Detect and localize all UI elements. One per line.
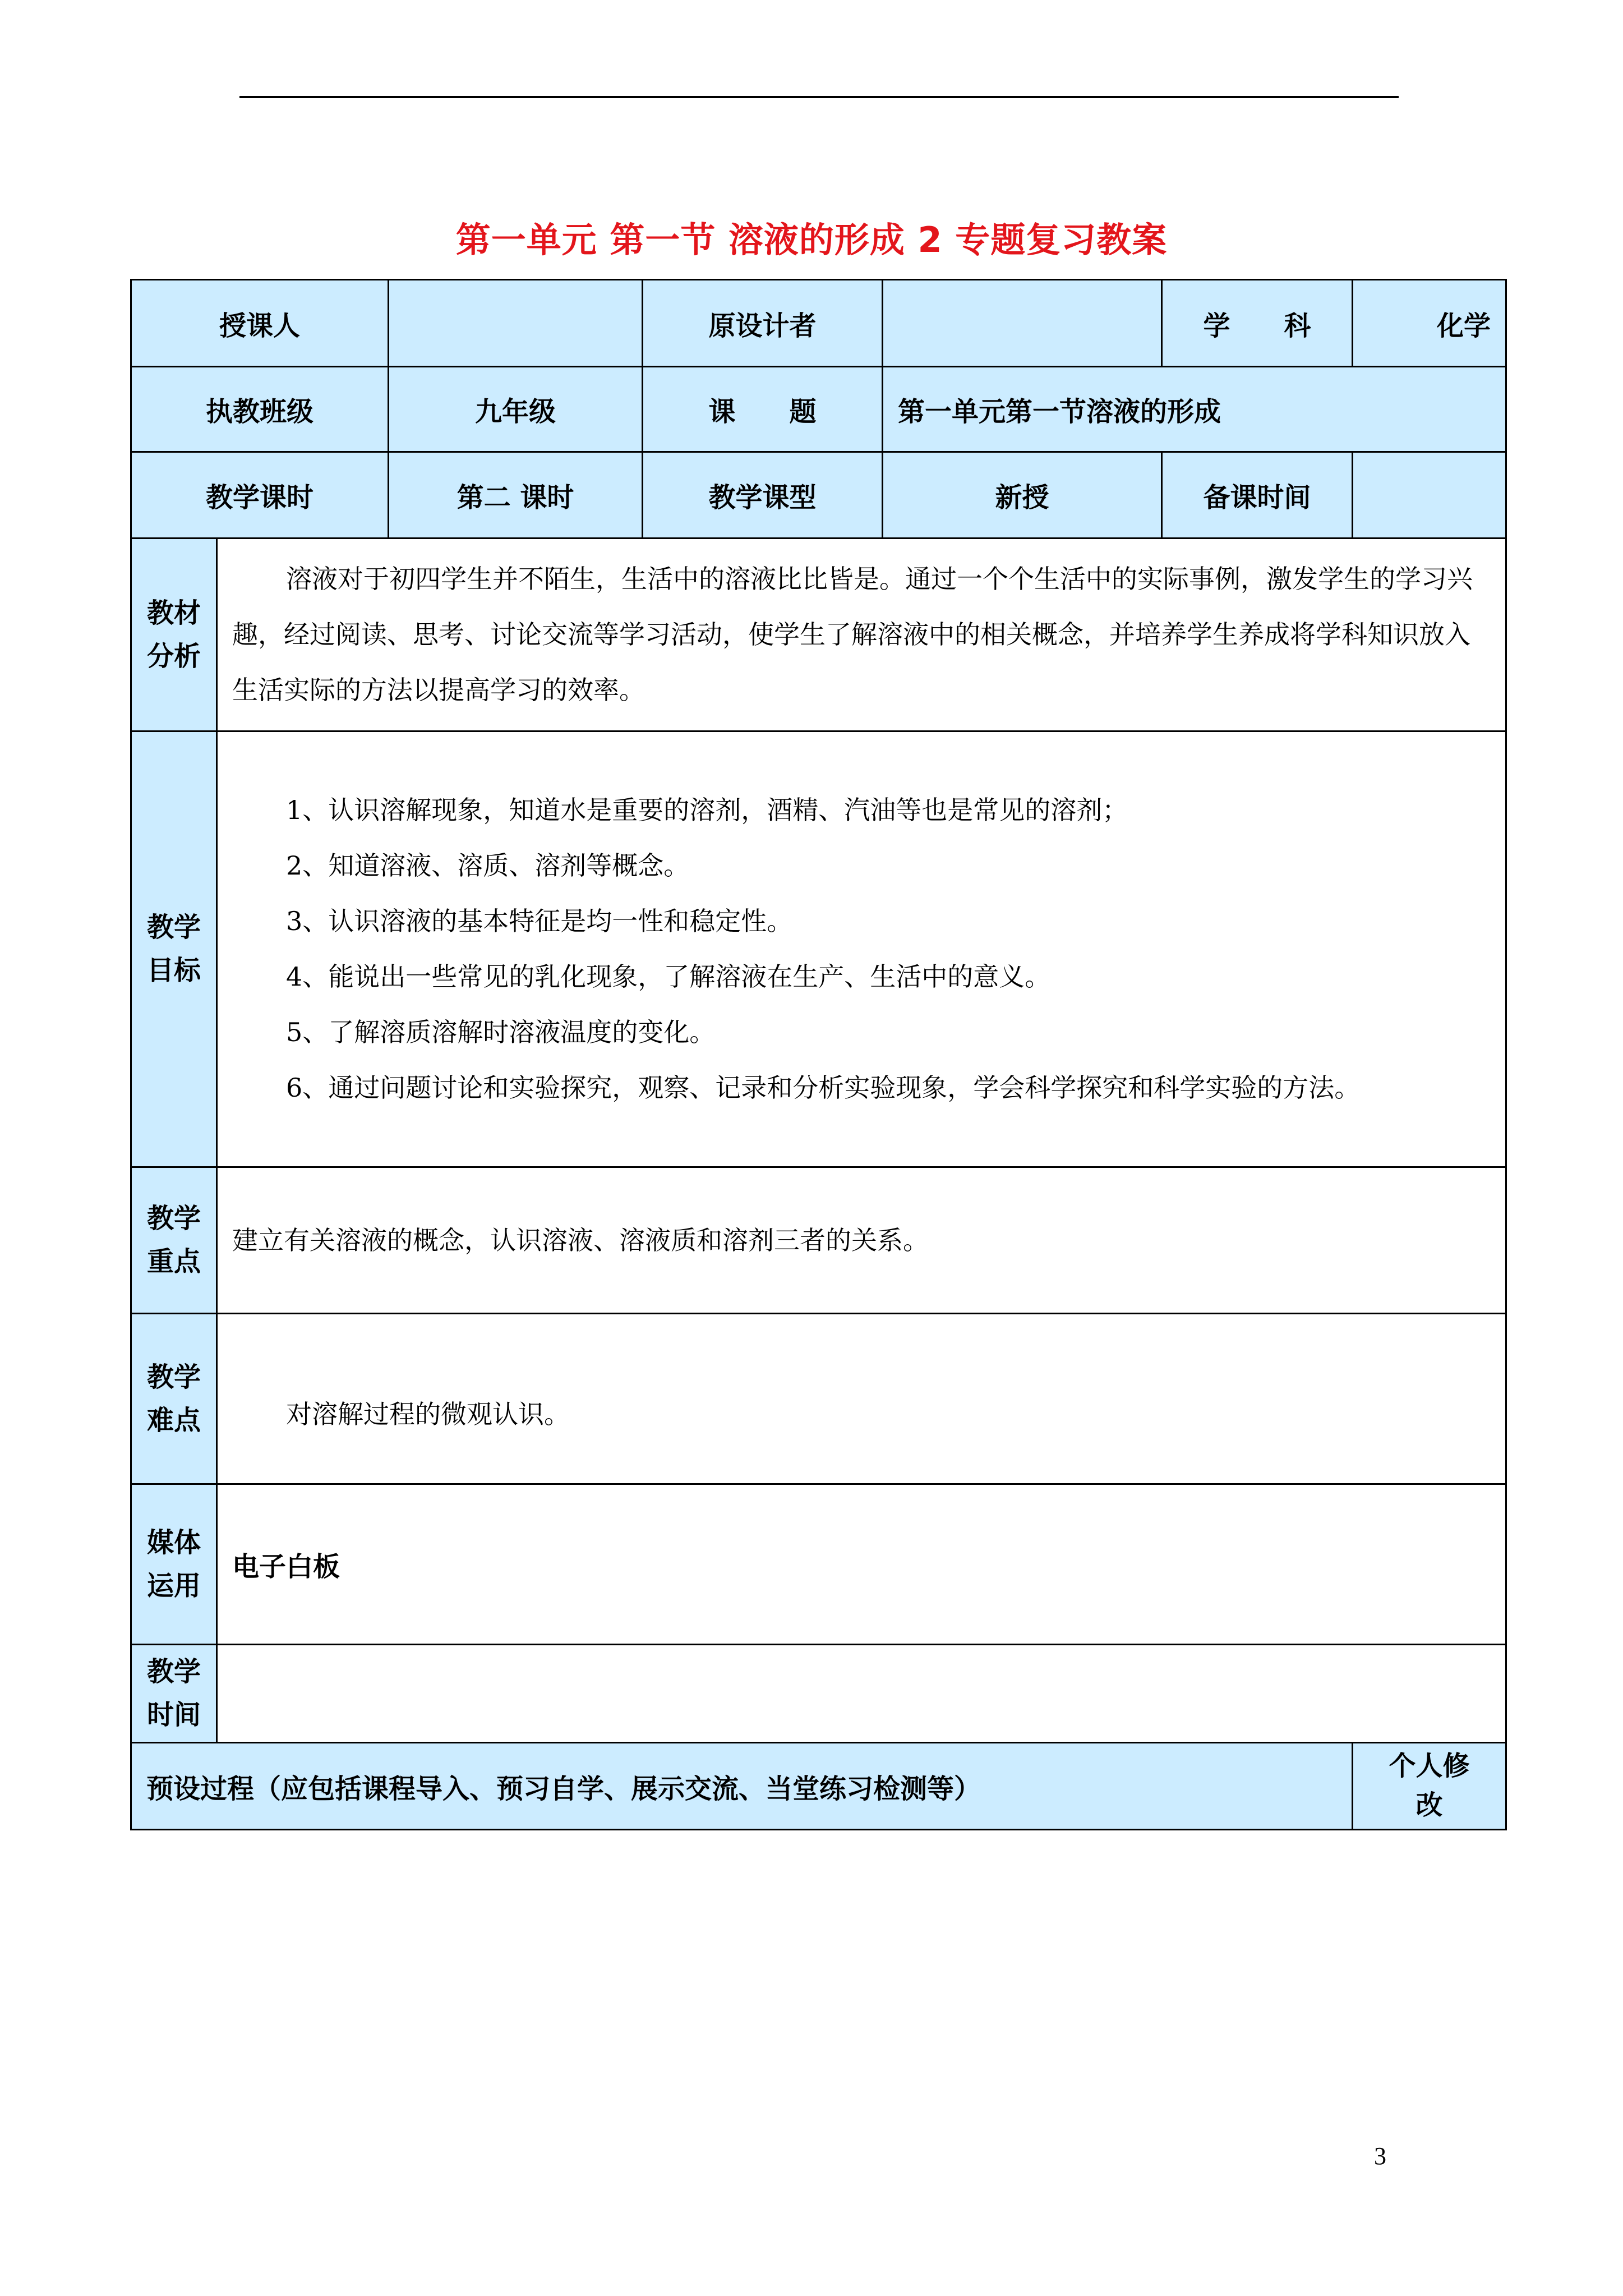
key-points-content: [217, 1167, 1506, 1314]
type-value: 新授: [883, 452, 1162, 539]
row-difficulties: [131, 1314, 1506, 1484]
time-label: 教学时间: [131, 1645, 217, 1743]
designer-label: 原设计者: [643, 280, 883, 367]
row-process: [131, 1743, 1506, 1830]
subject-label: 学 科: [1162, 280, 1353, 367]
media-label: 媒体运用: [131, 1484, 217, 1645]
goal-item: 3、认识溶液的基本特征是均一性和稳定性。: [286, 906, 793, 936]
key-points-label: [131, 1167, 217, 1314]
teacher-value: [389, 280, 643, 367]
period-label: 教学课时: [131, 452, 389, 539]
analysis-label-line1: 教材: [146, 597, 201, 629]
personal-edit-line1: 个人修: [1389, 1750, 1470, 1782]
difficulties-label-line1: 教学: [146, 1361, 201, 1393]
header-rule: [239, 96, 1399, 98]
period-value: 第二 课时: [389, 452, 643, 539]
media-content: 电子白板: [217, 1484, 1506, 1645]
goals-label-line1: 教学: [146, 912, 201, 944]
prep-value: [1353, 452, 1506, 539]
designer-value: [883, 280, 1162, 367]
personal-edit-line2: 改: [1415, 1789, 1443, 1821]
analysis-label-line2: 分析: [146, 640, 201, 672]
personal-edit-label: [1353, 1743, 1506, 1830]
row-class: [131, 367, 1506, 452]
goals-label-line2: 目标: [146, 955, 201, 986]
row-key-points: [131, 1167, 1506, 1314]
row-time: [131, 1645, 1506, 1743]
class-value: 九年级: [389, 367, 643, 452]
topic-label: 课 题: [643, 367, 883, 452]
time-content: [217, 1645, 1506, 1743]
row-period: [131, 452, 1506, 539]
type-label: 教学课型: [643, 452, 883, 539]
key-points-label-line2: 重点: [146, 1246, 201, 1277]
teacher-label: 授课人: [131, 280, 389, 367]
difficulties-content: [217, 1314, 1506, 1484]
difficulties-label-line2: 难点: [146, 1404, 201, 1436]
goals-label: [131, 731, 217, 1167]
row-analysis: [131, 539, 1506, 731]
key-points-label-line1: 教学: [146, 1203, 201, 1235]
analysis-content: [217, 539, 1506, 731]
difficulties-label: [131, 1314, 217, 1484]
row-goals: [131, 731, 1506, 1167]
key-points-text: 建立有关溶液的概念，认识溶液、溶液质和溶剂三者的关系。: [232, 1225, 929, 1255]
goals-content: [217, 731, 1506, 1167]
row-teacher: [131, 280, 1506, 367]
subject-value: 化学: [1353, 280, 1506, 367]
analysis-text: 溶液对于初四学生并不陌生，生活中的溶液比比皆是。通过一个个生活中的实际事例，激发学生的学习兴趣，经过阅读、思考、讨论交流等学习活动，使学生了解溶液中的相关概念，并培养学生养成将学科知识放入生活实际的方法以提高学习的效率。: [232, 564, 1473, 705]
topic-value: 第一单元第一节溶液的形成: [883, 367, 1506, 452]
goal-item: 2、知道溶液、溶质、溶剂等概念。: [286, 850, 690, 881]
analysis-label: [131, 539, 217, 731]
difficulties-text: 对溶解过程的微观认识。: [286, 1398, 570, 1429]
row-media: [131, 1484, 1506, 1645]
goal-item: 4、能说出一些常见的乳化现象，了解溶液在生产、生活中的意义。: [286, 961, 1051, 992]
lesson-plan-table: [130, 279, 1507, 1830]
page-number: 3: [1374, 2142, 1386, 2170]
goal-item: 6、通过问题讨论和实验探究，观察、记录和分析实验现象，学会科学探究和科学实验的方法。: [286, 1073, 1361, 1103]
goal-item: 5、了解溶质溶解时溶液温度的变化。: [286, 1017, 716, 1047]
class-label: 执教班级: [131, 367, 389, 452]
document-title: 第一单元 第一节 溶液的形成 2 专题复习教案: [455, 219, 1168, 260]
process-label: 预设过程（应包括课程导入、预习自学、展示交流、当堂练习检测等）: [131, 1743, 1353, 1830]
goal-item: 1、认识溶解现象，知道水是重要的溶剂，酒精、汽油等也是常见的溶剂；: [286, 795, 1128, 825]
prep-label: 备课时间: [1162, 452, 1353, 539]
